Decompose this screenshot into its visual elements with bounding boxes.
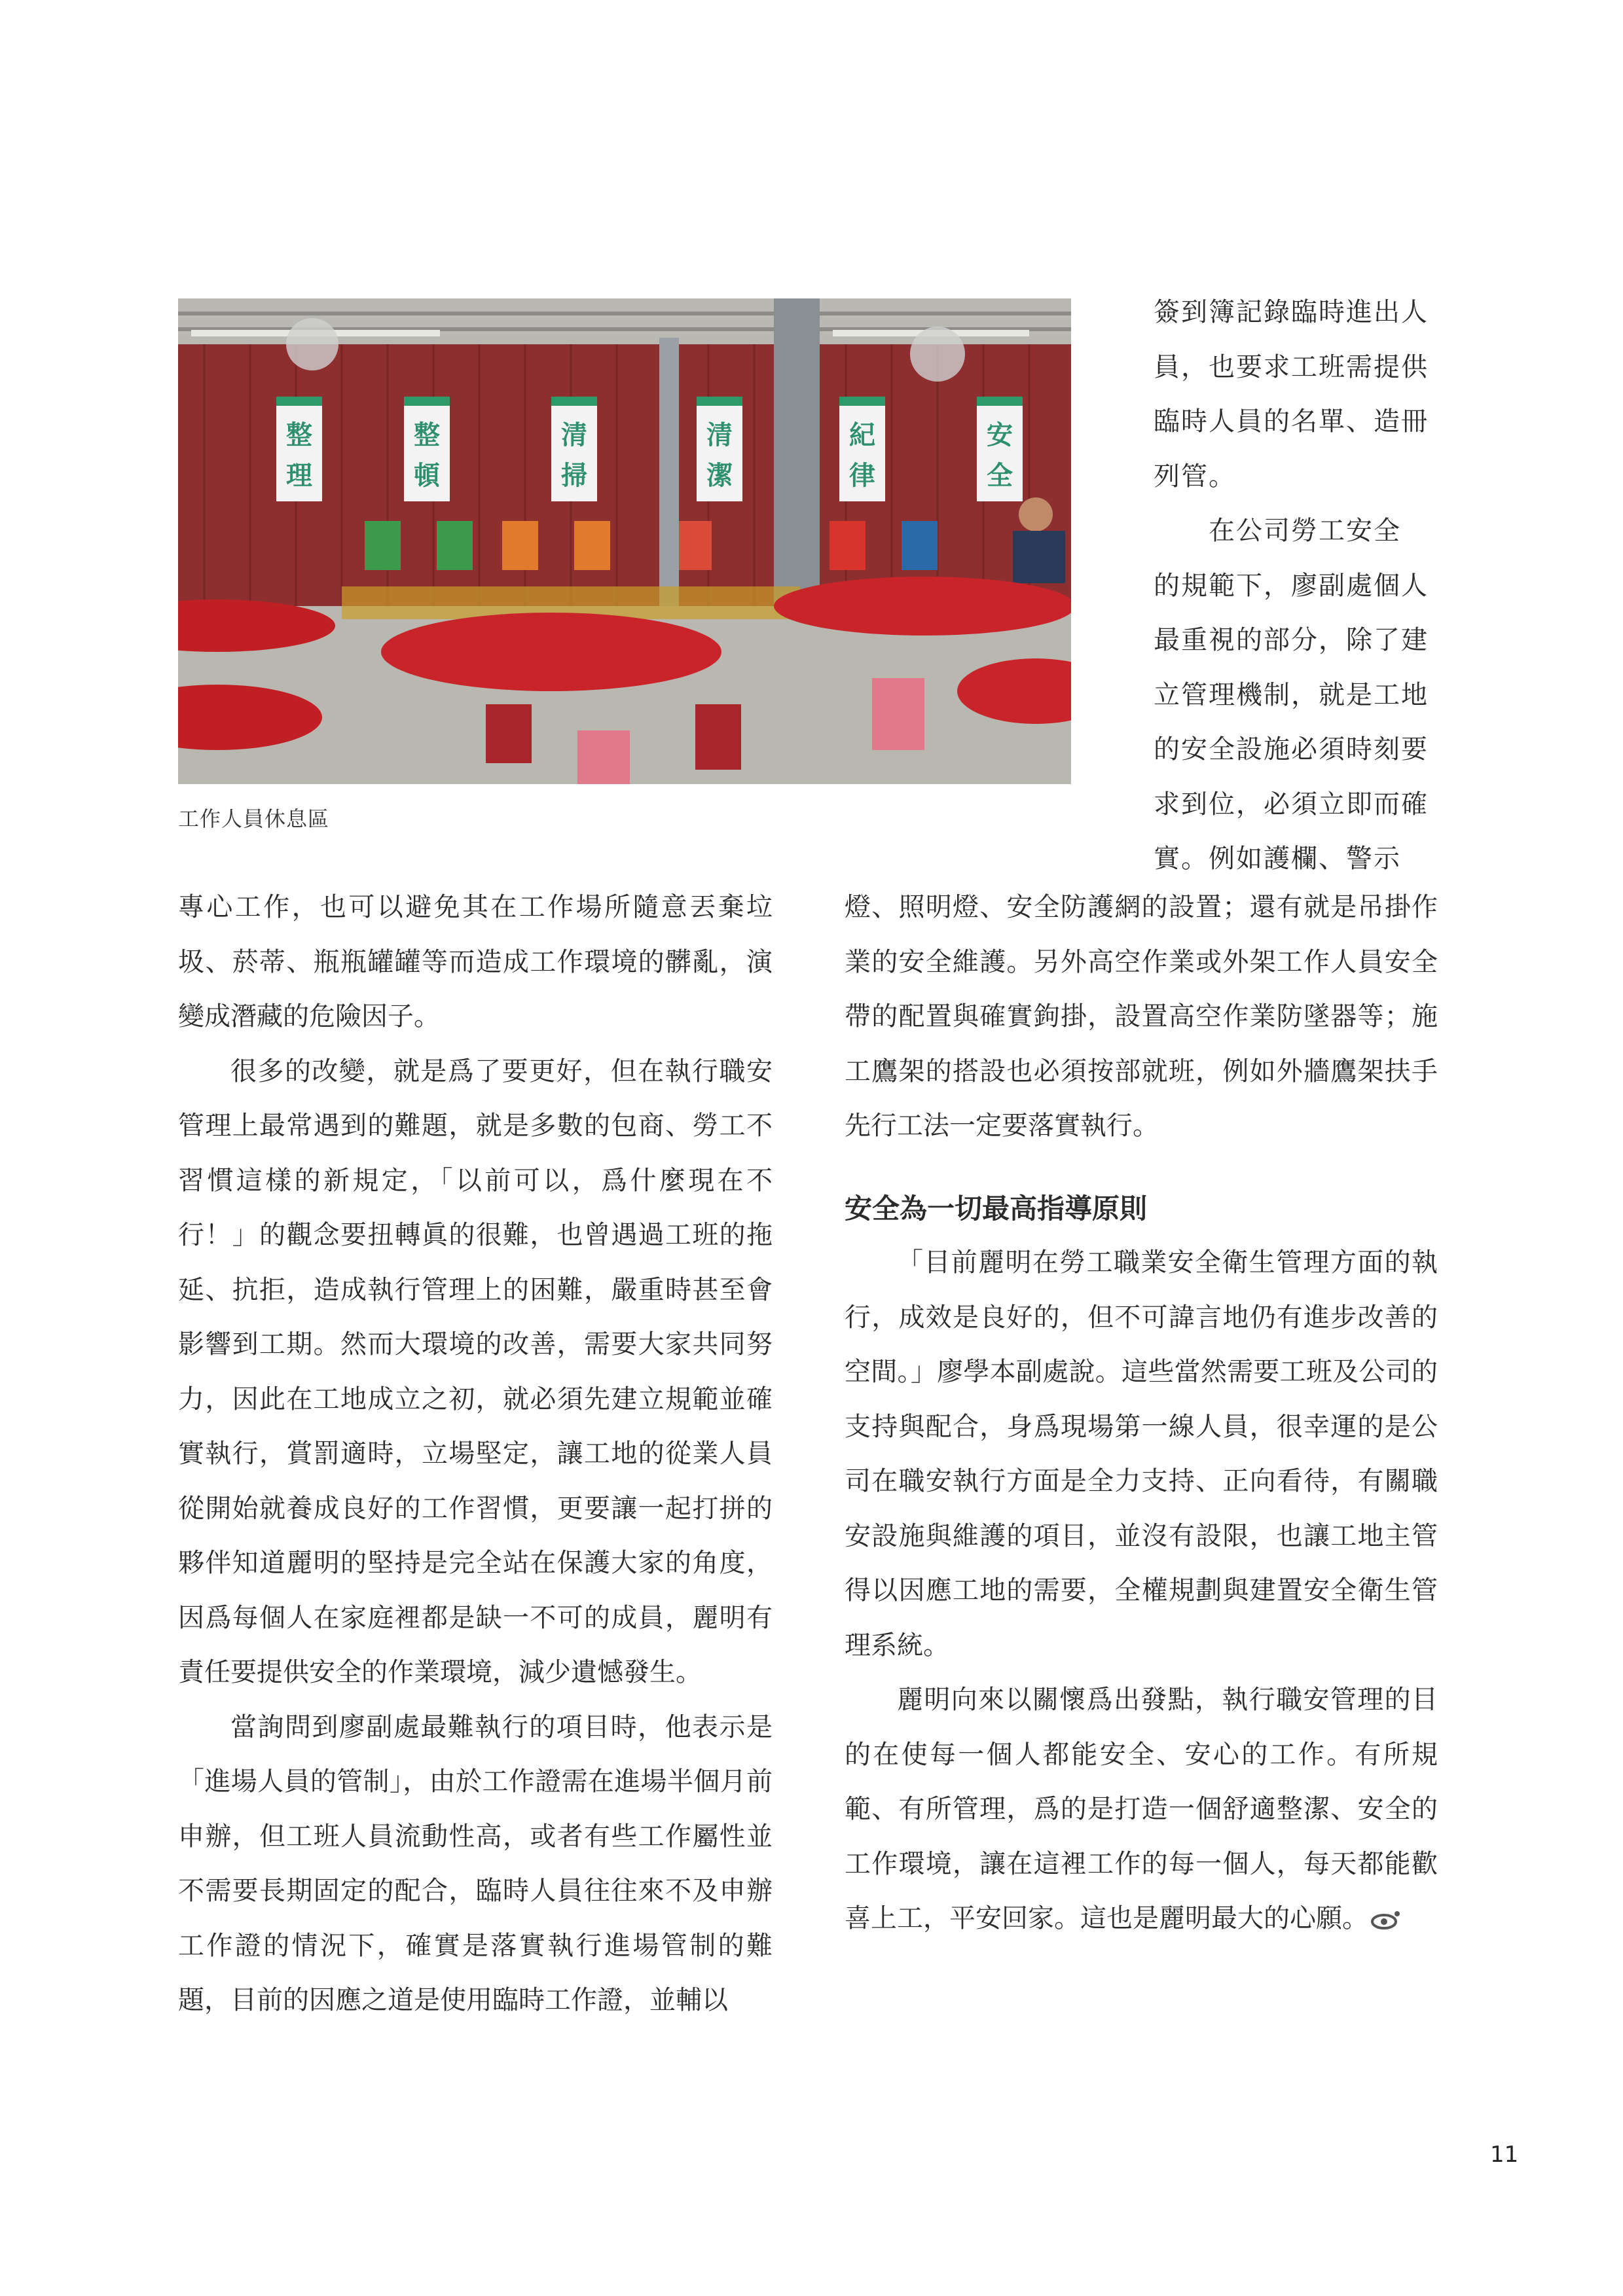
text-line: 實。例如護欄、警示 (1154, 844, 1401, 874)
paragraph: 燈、照明燈、安全防護網的設置；還有就是吊掛作業的安全維護。另外高空作業或外架工作人員安全帶的配置與確實鉤掛，設置高空作業防墜器等；施工鷹架的搭設也必須按部就班，例如外牆鷹架扶手先行工法一定要落實執行。 (845, 892, 1438, 1141)
section-heading: 安全為一切最高指導原則 (845, 1192, 1148, 1225)
left-column (178, 880, 773, 2028)
text-line: 臨時人員的名單、造冊 (1154, 406, 1429, 437)
banner-4: 清潔 (706, 421, 733, 490)
paragraph: 「目前麗明在勞工職業安全衛生管理方面的執行，成效是良好的，但不可諱言地仍有進步改善的空間。」廖學本副處說。這些當然需要工班及公司的支持與配合，身爲現場第一線人員，很幸運的是公司在職安執行方面是全力支持、正向看待，有關職安設施與維護的項目，並沒有設限，也讓工地主管得以因應工地的需要，全權規劃與建置安全衛生管理系統。 (845, 1247, 1438, 1660)
right-column (845, 880, 1438, 1946)
paragraph: 很多的改變，就是爲了要更好，但在執行職安管理上最常遇到的難題，就是多數的包商、勞工不習慣這樣的新規定，「以前可以，爲什麼現在不行！」的觀念要扭轉眞的很難，也曾遇過工班的拖延、抗拒，造成執行管理上的困難，嚴重時甚至會影響到工期。然而大環境的改善，需要大家共同努力，因此在工地成立之初，就必須先建立規範並確實執行，賞罰適時，立場堅定，讓工地的從業人員從開始就養成良好的工作習慣，更要讓一起打拼的夥伴知道麗明的堅持是完全站在保護大家的角度，因爲每個人在家庭裡都是缺一不可的成員，麗明有責任要提供安全的作業環境，減少遺憾發生。 (178, 1056, 773, 1687)
text-line: 員，也要求工班需提供 (1154, 351, 1429, 382)
paragraph: 麗明向來以關懷爲出發點，執行職安管理的目的在使每一個人都能安全、安心的工作。有所規範、有所管理，爲的是打造一個舒適整潔、安全的工作環境，讓在這裡工作的每一個人，每天都能歡喜上工，平安回家。這也是麗明最大的心願。 (845, 1685, 1438, 1933)
banner-1: 整理 (286, 421, 312, 490)
text-line: 最重視的部分，除了建 (1154, 625, 1429, 655)
paragraph: 當詢問到廖副處最難執行的項目時，他表示是「進場人員的管制」，由於工作證需在進場半個月前申辦，但工班人員流動性高，或者有些工作屬性並不需要長期固定的配合，臨時人員往往來不及申辦工作證的情況下，確實是落實執行進場管制的難題，目前的因應之道是使用臨時工作證，並輔以 (178, 1712, 773, 2015)
text-line: 簽到簿記錄臨時進出人 (1154, 297, 1429, 327)
page-number: 11 (1490, 2142, 1519, 2168)
text-line: 在公司勞工安全 (1154, 516, 1401, 546)
text-line: 的規範下，廖副處個人 (1154, 570, 1429, 601)
text-line: 求到位，必須立即而確 (1154, 789, 1429, 819)
photo-caption: 工作人員休息區 (178, 806, 330, 831)
banner-3: 清掃 (561, 421, 587, 490)
eye-end-mark-icon (1371, 1910, 1401, 1930)
text-line: 的安全設施必須時刻要 (1154, 734, 1429, 764)
banner-6: 安全 (987, 421, 1013, 490)
top-right-column (1154, 285, 1438, 887)
text-line: 立管理機制，就是工地 (1154, 679, 1429, 710)
banner-5: 紀律 (849, 421, 875, 490)
text-line: 列管。 (1154, 461, 1236, 492)
rest-area-photo (178, 298, 1071, 784)
paragraph: 專心工作，也可以避免其在工作場所隨意丟棄垃圾、菸蒂、瓶瓶罐罐等而造成工作環境的髒亂，演變成潛藏的危險因子。 (178, 892, 773, 1031)
rest-area-illustration (178, 298, 1071, 784)
banner-2: 整頓 (414, 421, 440, 490)
